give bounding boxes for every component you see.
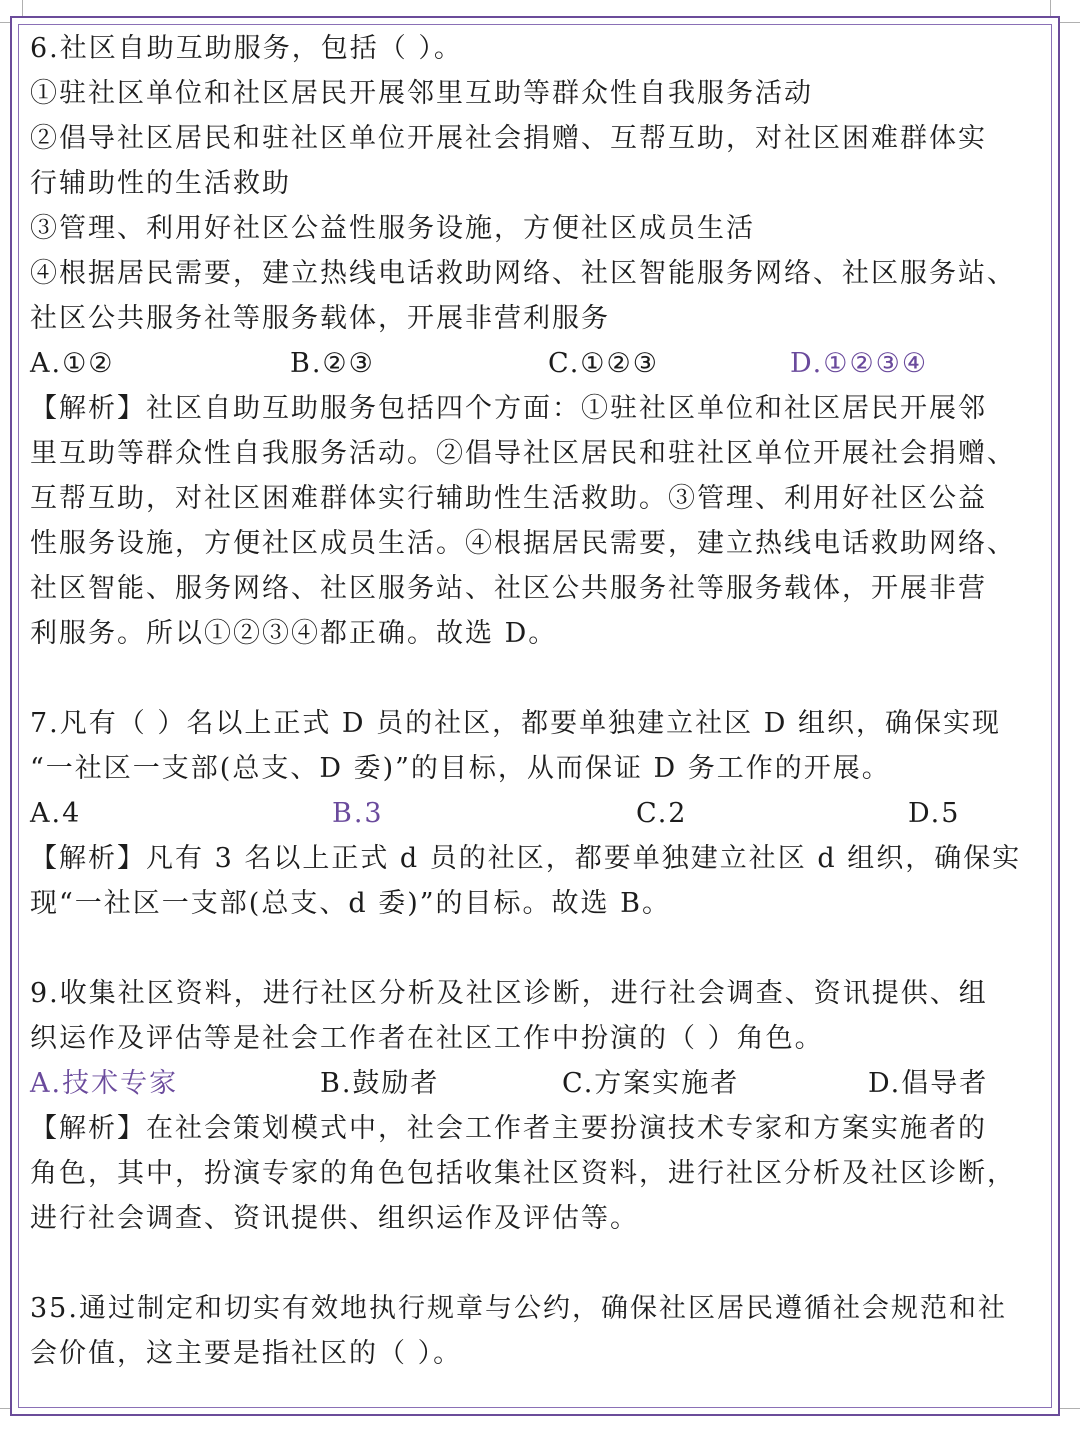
question-item: ①驻社区单位和社区居民开展邻里互助等群众性自我服务活动 [30, 78, 813, 109]
option-c: C.方案实施者 [562, 1068, 740, 1099]
question-item: ③管理、利用好社区公益性服务设施，方便社区成员生活 [30, 213, 755, 244]
question-stem: 9.收集社区资料，进行社区分析及社区诊断，进行社会调查、资讯提供、组 [30, 978, 988, 1009]
crop-mark [1060, 1408, 1080, 1409]
crop-mark [0, 22, 10, 23]
option-b: B.鼓励者 [320, 1068, 440, 1099]
crop-mark [22, 0, 23, 16]
option-d-correct: D.①②③④ [790, 348, 929, 379]
analysis-line: 【解析】社区自助互助服务包括四个方面：①驻社区单位和社区居民开展邻 [30, 393, 987, 424]
analysis-line: 【解析】凡有 3 名以上正式 d 员的社区，都要单独建立社区 d 组织，确保实 [30, 843, 1022, 874]
spacer [30, 1241, 1046, 1286]
spacer [30, 926, 1046, 971]
analysis-line: 进行社会调查、资讯提供、组织运作及评估等。 [30, 1203, 639, 1234]
question-stem: 35.通过制定和切实有效地执行规章与公约，确保社区居民遵循社会规范和社 [30, 1293, 1007, 1324]
question-stem: 6.社区自助互助服务，包括（ ）。 [30, 33, 463, 64]
answer-options [30, 341, 1046, 386]
question-item: 社区公共服务社等服务载体，开展非营利服务 [30, 303, 610, 334]
question-35 [30, 1286, 1046, 1376]
question-7 [30, 701, 1046, 926]
option-b-correct: B.3 [332, 798, 384, 829]
crop-mark [1060, 22, 1080, 23]
spacer [30, 656, 1046, 701]
analysis-line: 里互助等群众性自我服务活动。②倡导社区居民和驻社区单位开展社会捐赠、 [30, 438, 1016, 469]
option-c: C.①②③ [548, 348, 659, 379]
answer-options [30, 791, 1046, 836]
question-item: ②倡导社区居民和驻社区单位开展社会捐赠、互帮互助，对社区困难群体实 [30, 123, 987, 154]
option-a: A.4 [30, 798, 82, 829]
question-stem: 7.凡有（ ）名以上正式 D 员的社区，都要单独建立社区 D 组织，确保实现 [30, 708, 1001, 739]
analysis-line: 现“一社区一支部(总支、d 委)”的目标。故选 B。 [30, 888, 671, 919]
option-d: D.5 [908, 798, 961, 829]
analysis-line: 社区智能、服务网络、社区服务站、社区公共服务社等服务载体，开展非营 [30, 573, 987, 604]
question-stem: “一社区一支部(总支、D 委)”的目标，从而保证 D 务工作的开展。 [30, 753, 891, 784]
analysis-line: 角色，其中，扮演专家的角色包括收集社区资料，进行社区分析及社区诊断， [30, 1158, 1016, 1189]
option-b: B.②③ [290, 348, 375, 379]
question-item: ④根据居民需要，建立热线电话救助网络、社区智能服务网络、社区服务站、 [30, 258, 1016, 289]
question-stem: 会价值，这主要是指社区的（ ）。 [30, 1338, 463, 1369]
analysis-line: 互帮互助，对社区困难群体实行辅助性生活救助。③管理、利用好社区公益 [30, 483, 987, 514]
crop-mark [0, 1408, 10, 1409]
analysis-line: 性服务设施，方便社区成员生活。④根据居民需要，建立热线电话救助网络、 [30, 528, 1016, 559]
option-a: A.①② [30, 348, 115, 379]
crop-mark [1050, 0, 1051, 16]
question-item: 行辅助性的生活救助 [30, 168, 291, 199]
option-c: C.2 [636, 798, 688, 829]
option-a-correct: A.技术专家 [30, 1068, 179, 1099]
question-9 [30, 971, 1046, 1241]
question-content [30, 26, 1046, 1376]
answer-options [30, 1061, 1046, 1106]
question-stem: 织运作及评估等是社会工作者在社区工作中扮演的（ ）角色。 [30, 1023, 824, 1054]
question-6 [30, 26, 1046, 656]
option-d: D.倡导者 [868, 1068, 989, 1099]
analysis-line: 利服务。所以①②③④都正确。故选 D。 [30, 618, 558, 649]
analysis-line: 【解析】在社会策划模式中，社会工作者主要扮演技术专家和方案实施者的 [30, 1113, 987, 1144]
